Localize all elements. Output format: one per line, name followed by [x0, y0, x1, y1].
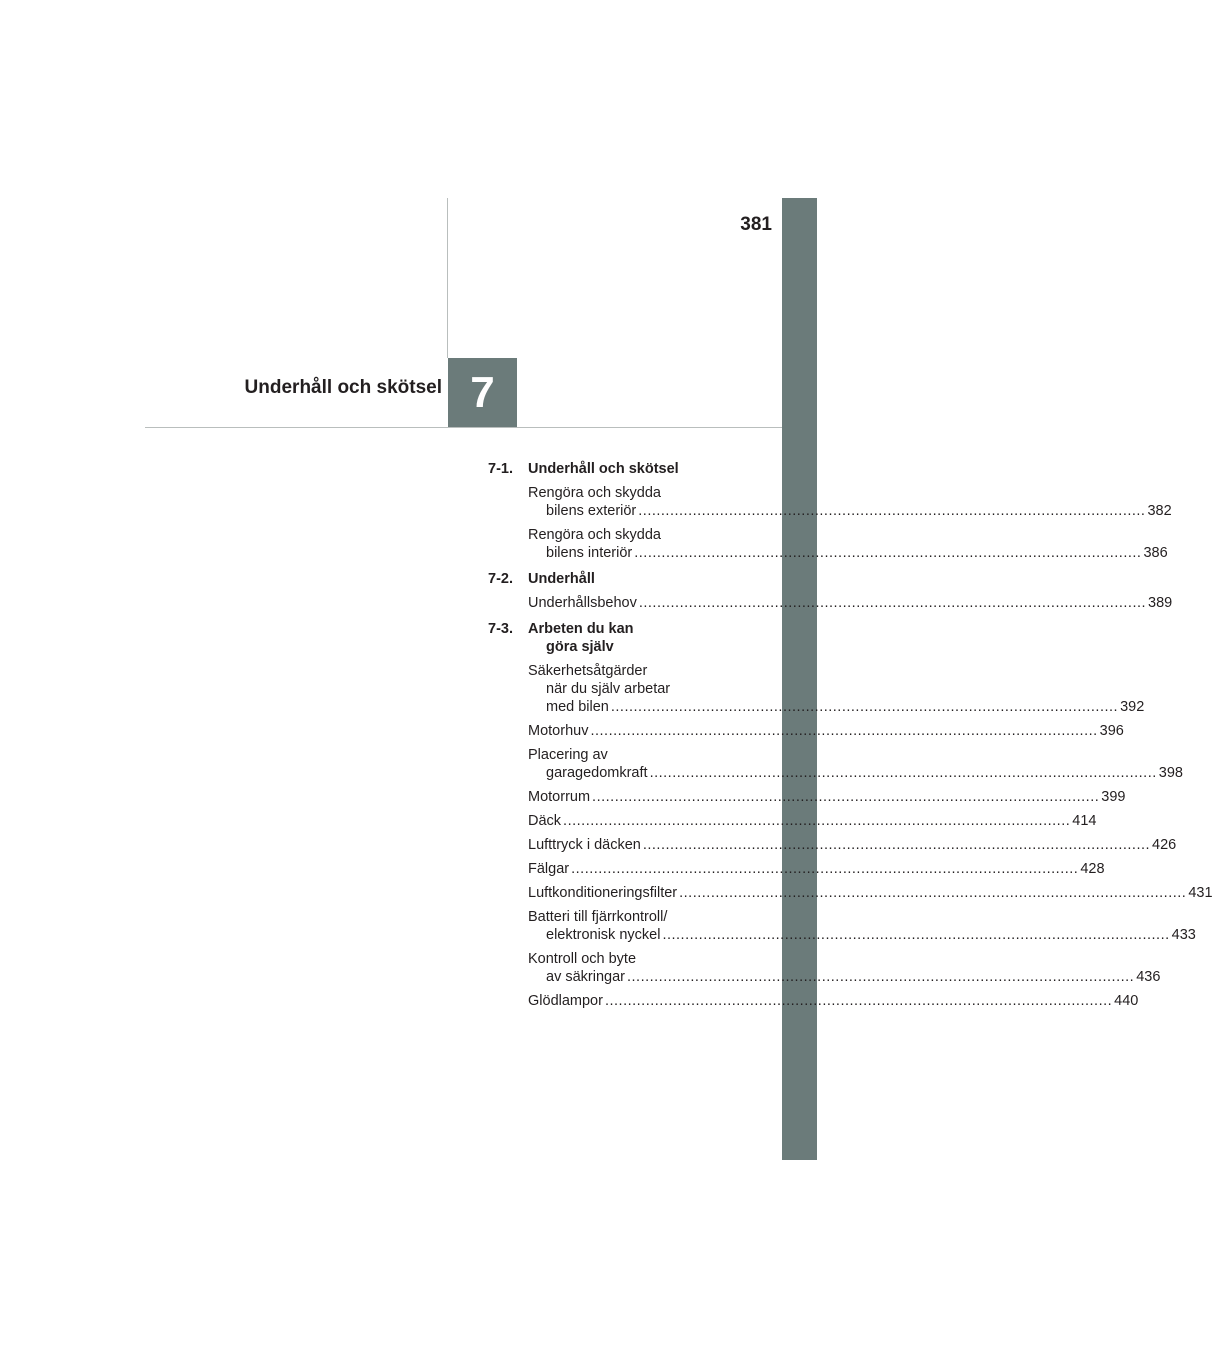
entry-line — [528, 884, 1213, 902]
toc-entry[interactable] — [528, 884, 1213, 902]
horizontal-divider — [145, 427, 782, 428]
entry-line — [528, 594, 1173, 612]
toc-entry[interactable] — [528, 950, 1161, 986]
entry-page-number: 389 — [1148, 595, 1173, 611]
entry-page-number: 428 — [1080, 861, 1105, 877]
entry-title: med bilen — [546, 699, 609, 715]
entry-title: Rengöra och skydda — [528, 485, 661, 501]
chapter-number-box: 7 — [448, 358, 517, 427]
entry-title: Glödlampor — [528, 993, 603, 1009]
entry-title: elektronisk nyckel — [546, 927, 661, 943]
entry-page-number: 426 — [1152, 837, 1177, 853]
entry-title: Lufttryck i däcken — [528, 837, 641, 853]
section-title — [528, 620, 740, 656]
section-number: 7-3. — [488, 621, 513, 637]
entry-title: av säkringar — [546, 969, 625, 985]
toc-entry[interactable] — [528, 908, 1196, 944]
entry-title: bilens interiör — [546, 545, 633, 561]
entry-page-number: 431 — [1188, 885, 1213, 901]
dot-leader — [639, 594, 1146, 612]
entry-title: Underhållsbehov — [528, 595, 637, 611]
dot-leader — [634, 545, 1141, 561]
entry-page-number: 399 — [1101, 789, 1126, 805]
section-title-line: Arbeten du kan — [528, 621, 634, 637]
section-title-line: Underhåll och skötsel — [528, 461, 679, 477]
toc-entry[interactable] — [528, 788, 1126, 806]
toc-entry[interactable] — [528, 992, 1139, 1010]
toc-entry[interactable] — [528, 860, 1105, 878]
dot-leader — [611, 699, 1118, 715]
dot-leader — [643, 836, 1150, 854]
entry-title: när du själv arbetar — [546, 681, 671, 697]
entry-title: Fälgar — [528, 861, 570, 877]
section-entries — [528, 662, 1213, 1010]
entry-page-number: 433 — [1171, 927, 1196, 943]
entry-page-number: 392 — [1120, 699, 1145, 715]
chapter-side-tab — [782, 198, 817, 1160]
dot-leader — [679, 884, 1186, 902]
dot-leader — [605, 992, 1112, 1010]
entry-page-number: 386 — [1143, 545, 1168, 561]
dot-leader — [563, 812, 1070, 830]
toc-section — [488, 460, 1172, 562]
toc-section — [488, 570, 1173, 612]
toc-entry[interactable] — [528, 836, 1177, 854]
entry-page-number: 440 — [1114, 993, 1139, 1009]
toc-entry[interactable] — [528, 484, 1172, 520]
section-heading — [488, 620, 740, 656]
entry-title: Luftkonditioneringsfilter — [528, 885, 678, 901]
entry-title: Batteri till fjärrkontroll/ — [528, 909, 668, 925]
entry-title: Däck — [528, 813, 562, 829]
section-title — [528, 570, 740, 588]
dot-leader — [662, 927, 1169, 943]
entry-title: Kontroll och byte — [528, 951, 637, 967]
entry-page-number: 398 — [1158, 765, 1183, 781]
section-heading — [488, 570, 740, 588]
entry-line — [528, 502, 1172, 520]
section-number: 7-2. — [488, 571, 513, 587]
section-number: 7-1. — [488, 461, 513, 477]
entry-page-number: 414 — [1072, 813, 1097, 829]
section-title-line: göra själv — [546, 639, 614, 655]
entry-page-number: 396 — [1099, 723, 1124, 739]
toc-entry[interactable] — [528, 746, 1183, 782]
entry-title: garagedomkraft — [546, 765, 648, 781]
dot-leader — [627, 969, 1134, 985]
toc-section — [488, 620, 1213, 1010]
entry-title: Säkerhetsåtgärder — [528, 663, 648, 679]
entry-line — [528, 968, 1161, 986]
toc-entry[interactable] — [528, 662, 1145, 716]
entry-line — [528, 788, 1126, 806]
section-entries — [528, 594, 1173, 612]
entry-line — [528, 812, 1097, 830]
page-number: 381 — [740, 214, 772, 235]
entry-title: Motorhuv — [528, 723, 589, 739]
entry-title: Placering av — [528, 747, 608, 763]
entry-line — [528, 860, 1105, 878]
entry-line — [528, 698, 1145, 716]
dot-leader — [592, 788, 1099, 806]
entry-line — [528, 992, 1139, 1010]
entry-page-number: 382 — [1147, 503, 1172, 519]
entry-line — [528, 836, 1177, 854]
section-title — [528, 460, 740, 478]
dot-leader — [650, 765, 1157, 781]
chapter-title: Underhåll och skötsel — [244, 377, 442, 398]
entry-title: Motorrum — [528, 789, 591, 805]
toc-entry[interactable] — [528, 722, 1124, 740]
toc-entry[interactable] — [528, 594, 1173, 612]
entry-title: bilens exteriör — [546, 503, 637, 519]
entry-line — [528, 764, 1183, 782]
section-title-line: Underhåll — [528, 571, 595, 587]
table-of-contents — [488, 460, 1213, 1018]
vertical-divider — [447, 198, 448, 358]
entry-title: Rengöra och skydda — [528, 527, 661, 543]
section-heading — [488, 460, 740, 478]
entry-line — [528, 544, 1168, 562]
toc-entry[interactable] — [528, 526, 1168, 562]
entry-page-number: 436 — [1136, 969, 1161, 985]
dot-leader — [590, 722, 1097, 740]
dot-leader — [638, 503, 1145, 519]
entry-line — [528, 926, 1196, 944]
entry-line — [528, 722, 1124, 740]
toc-entry[interactable] — [528, 812, 1097, 830]
section-entries — [528, 484, 1172, 562]
dot-leader — [571, 860, 1078, 878]
